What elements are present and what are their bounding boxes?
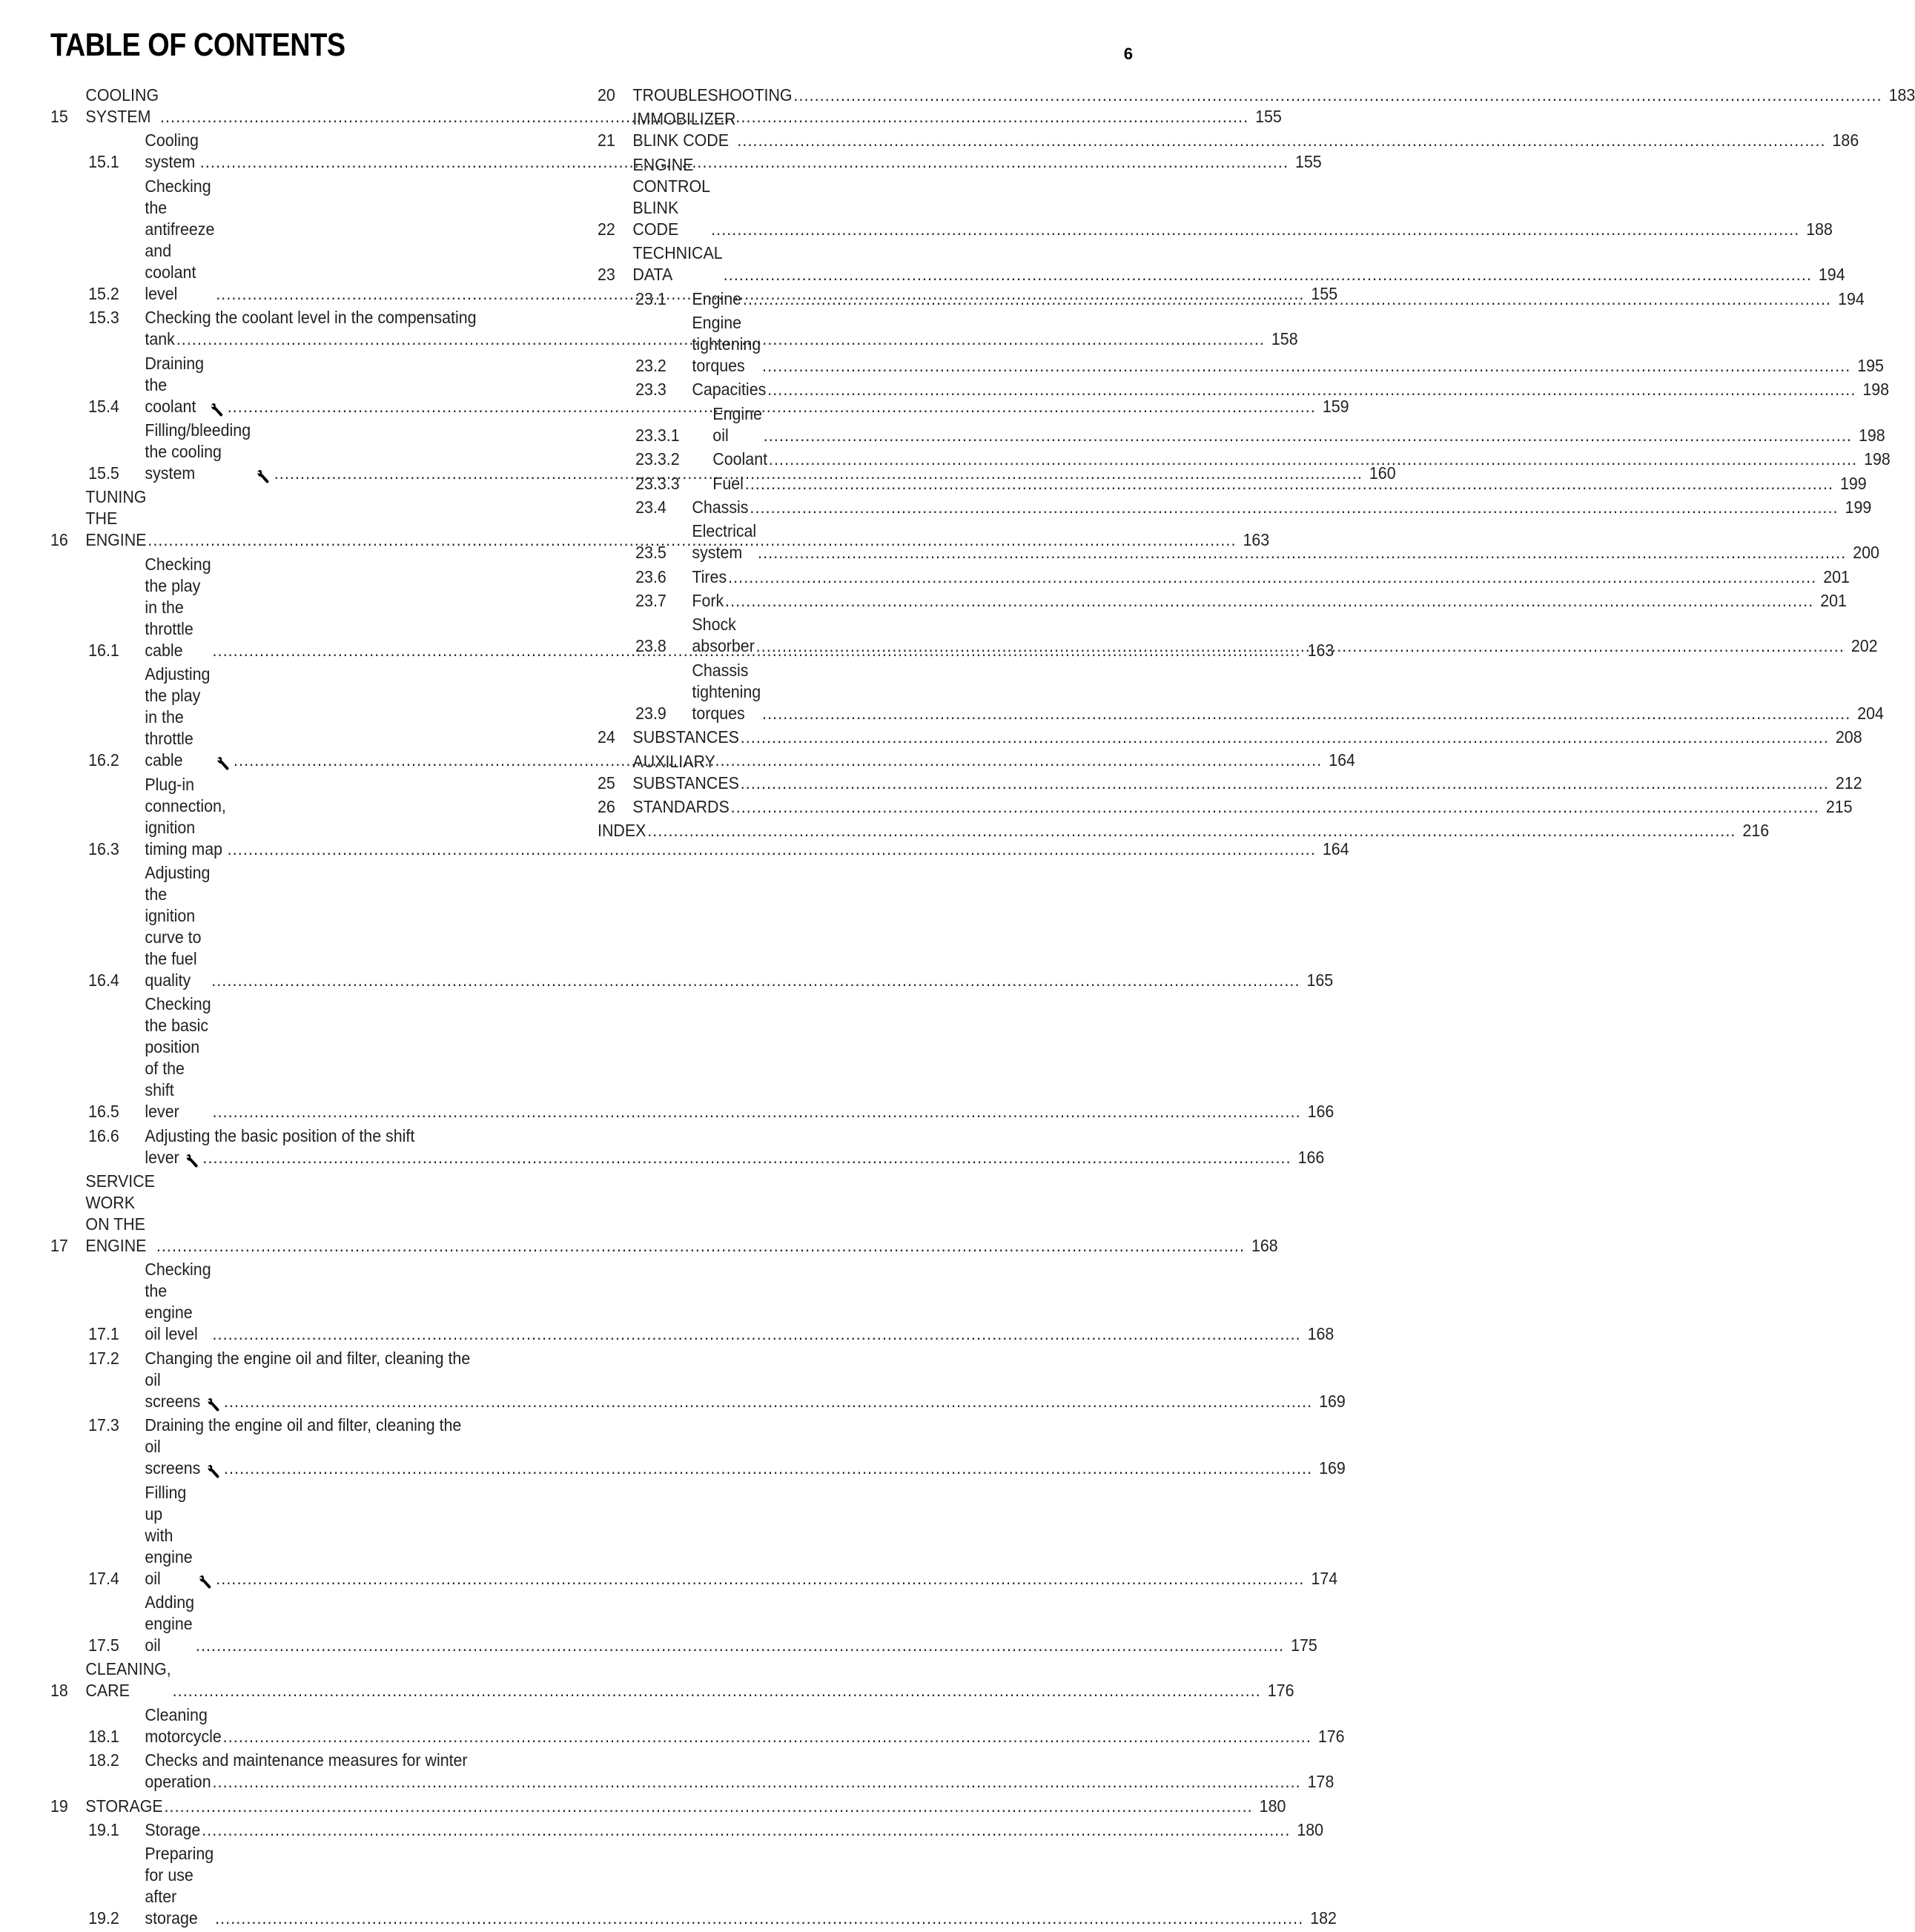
page-title: TABLE OF CONTENTS <box>50 27 345 63</box>
toc-entry-number: 16.5 <box>88 1102 119 1122</box>
toc-entry-title: STANDARDS <box>632 797 730 817</box>
toc-entry-number: 23.5 <box>635 543 667 563</box>
toc-entry-number: 19.2 <box>88 1908 119 1928</box>
toc-entry-title: Checking the coolant level in the compensating <box>145 308 477 328</box>
page-number: 6 <box>1123 44 1133 63</box>
toc-entry[interactable] <box>50 1592 1317 1656</box>
toc-entry-number: 23.3 <box>635 380 667 400</box>
toc-entry[interactable] <box>598 85 1915 106</box>
toc-entry[interactable] <box>50 1819 1324 1841</box>
toc-entry-page: 155 <box>1311 283 1338 303</box>
toc-entry-number: 24 <box>598 727 615 747</box>
toc-entry-page: 163 <box>1243 530 1270 550</box>
toc-entry-title: STORAGE <box>85 1796 163 1816</box>
dot-leader <box>767 379 1856 400</box>
toc-entry[interactable] <box>50 1482 1338 1589</box>
dot-leader <box>211 970 1300 991</box>
toc-entry-number: 21 <box>598 130 615 150</box>
dot-leader <box>202 1819 1290 1841</box>
toc-entry-page: 202 <box>1850 636 1878 656</box>
toc-entry-page: 180 <box>1259 1796 1286 1816</box>
toc-entry-title: Checking the engine oil level <box>145 1260 211 1344</box>
toc-entry-number: 23.7 <box>635 591 667 611</box>
toc-entry-title: SERVICE WORK ON THE ENGINE <box>85 1171 155 1256</box>
toc-entry-number: 18.2 <box>88 1750 119 1770</box>
toc-entry-number: 22 <box>598 219 615 239</box>
toc-entry-title: Cleaning motorcycle <box>145 1704 222 1746</box>
toc-entry-number: 18 <box>50 1681 68 1701</box>
toc-entry-page: 215 <box>1825 797 1853 817</box>
dot-leader <box>724 264 1812 285</box>
toc-entry-title: Fuel <box>712 473 744 493</box>
toc-entry-page: 198 <box>1858 425 1885 445</box>
toc-entry-number: 25 <box>598 773 615 793</box>
toc-entry-number: 15 <box>50 107 68 126</box>
toc-entry-page: 180 <box>1297 1819 1324 1839</box>
toc-entry-number: 23.8 <box>635 636 667 656</box>
toc-entry-title: IMMOBILIZER BLINK CODE <box>632 109 736 150</box>
toc-entry-page: 163 <box>1307 640 1334 660</box>
dot-leader <box>173 1680 1261 1701</box>
toc-entry-page: 166 <box>1307 1102 1334 1122</box>
toc-entry[interactable] <box>598 727 1862 748</box>
toc-entry-number: 23.3.3 <box>635 473 680 493</box>
dot-leader <box>216 1568 1304 1589</box>
toc-entry-title-continued: oil screens <box>145 1437 201 1478</box>
dot-leader <box>164 1796 1252 1817</box>
toc-entry-page: 169 <box>1319 1391 1346 1411</box>
toc-entry-title: ENGINE CONTROL BLINK CODE <box>632 154 710 239</box>
toc-entry[interactable] <box>50 1125 1325 1168</box>
dot-leader <box>762 703 1850 724</box>
toc-entry-page: 186 <box>1832 130 1859 150</box>
toc-entry-page: 168 <box>1251 1236 1278 1256</box>
toc-entry-title-continued: lever <box>145 1147 179 1167</box>
dot-leader <box>212 1771 1300 1793</box>
dot-leader <box>212 1101 1300 1122</box>
dot-leader <box>741 727 1829 748</box>
toc-entry-number: 23.4 <box>635 497 667 517</box>
toc-entry-page: 155 <box>1294 152 1322 172</box>
toc-entry-page: 194 <box>1838 288 1865 308</box>
dot-leader <box>728 566 1816 588</box>
dot-leader <box>223 1726 1312 1747</box>
toc-entry-number: 23.2 <box>635 355 667 375</box>
toc-entry-number: 16.4 <box>88 970 119 990</box>
toc-entry-page: 199 <box>1839 473 1867 493</box>
toc-entry[interactable] <box>50 1259 1334 1345</box>
toc-entry-page: 159 <box>1322 396 1349 416</box>
toc-entry-page: 168 <box>1307 1324 1334 1344</box>
toc-entry-number: 15.1 <box>88 152 119 172</box>
toc-entry-page: 199 <box>1845 497 1872 517</box>
toc-entry-page: 176 <box>1317 1726 1345 1746</box>
wrench-icon <box>210 401 225 417</box>
toc-entry-title: Engine <box>692 288 742 308</box>
toc-entry-title: Adjusting the ignition curve to the fuel quality <box>145 862 211 990</box>
toc-entry[interactable] <box>598 242 1845 285</box>
toc-entry-title: Adjusting the basic position of the shift <box>145 1125 415 1145</box>
dot-leader <box>202 1147 1291 1168</box>
toc-entry-page: 183 <box>1888 85 1915 105</box>
toc-entry-page: 194 <box>1818 265 1845 285</box>
wrench-icon <box>216 755 231 771</box>
toc-entry-title: Checking the basic position of the shift lever <box>145 994 211 1122</box>
toc-entry-number: 26 <box>598 797 615 817</box>
toc-entry[interactable] <box>50 1171 1278 1257</box>
toc-entry-page: 188 <box>1806 219 1833 239</box>
toc-entry-number: 15.2 <box>88 283 119 303</box>
toc-entry-number: 17.1 <box>88 1324 119 1344</box>
toc-entry-title: Draining the coolant <box>145 353 205 416</box>
dot-leader <box>725 590 1813 612</box>
toc-entry-page: 166 <box>1297 1147 1325 1167</box>
toc-entry-page: 204 <box>1857 703 1884 723</box>
toc-entry-page: 201 <box>1820 591 1847 611</box>
dot-leader <box>731 796 1819 818</box>
dot-leader <box>156 1235 1245 1257</box>
dot-leader <box>764 425 1852 446</box>
toc-entry-title: TECHNICAL DATA <box>632 243 722 285</box>
dot-leader <box>212 1323 1300 1345</box>
toc-entry[interactable] <box>598 449 1891 470</box>
toc-entry-number: 17.4 <box>88 1568 119 1588</box>
toc-entry-title: Capacities <box>692 380 767 400</box>
toc-entry-page: 195 <box>1857 355 1884 375</box>
toc-entry[interactable] <box>50 993 1334 1122</box>
toc-entry-number: 16.6 <box>88 1125 119 1145</box>
toc-entry-title: Checking the antifreeze and coolant level <box>145 176 215 303</box>
toc-entry-number: 15.3 <box>88 308 119 328</box>
toc-entry-title-continued: tank <box>145 329 175 349</box>
toc-entry-page: 176 <box>1267 1681 1294 1701</box>
toc-entry-title: Checks and maintenance measures for winter <box>145 1750 468 1770</box>
toc-entry-number: 15.4 <box>88 396 119 416</box>
toc-entry-title: INDEX <box>598 821 646 841</box>
toc-entry-title: Fork <box>692 591 724 611</box>
toc-entry-title: Electrical system <box>692 521 757 563</box>
toc-entry-page: 201 <box>1823 566 1850 586</box>
wrench-icon <box>198 1573 213 1589</box>
toc-entry-title: SUBSTANCES <box>632 727 739 747</box>
toc-entry-number: 16.2 <box>88 750 119 770</box>
toc-entry-title: Cooling system <box>145 130 199 172</box>
toc-entry-number: 20 <box>598 85 615 105</box>
dot-leader <box>793 85 1882 106</box>
dot-leader <box>741 773 1829 794</box>
toc-entry-title: Chassis tightening torques <box>692 660 761 723</box>
toc-entry-page: 182 <box>1310 1908 1337 1928</box>
toc-entry-title: Filling up with engine oil <box>145 1482 193 1588</box>
wrench-icon <box>206 1463 221 1479</box>
toc-entry-page: 216 <box>1742 821 1770 841</box>
toc-entry-title: Draining the engine oil and filter, cleaning the <box>145 1415 462 1435</box>
toc-entry-title: Changing the engine oil and filter, cleaning the <box>145 1348 471 1368</box>
toc-entry-page: 164 <box>1322 838 1349 859</box>
toc-entry[interactable] <box>50 862 1334 991</box>
toc-entry-title-continued: oil screens <box>145 1369 201 1411</box>
toc-entry[interactable] <box>50 1750 1334 1793</box>
toc-entry-title: AUXILIARY SUBSTANCES <box>632 751 739 793</box>
toc-entry-number: 19.1 <box>88 1819 119 1839</box>
toc-entry-page: 158 <box>1271 329 1298 349</box>
dot-leader <box>762 355 1850 377</box>
toc-entry-number: 23.9 <box>635 703 667 723</box>
dot-leader <box>756 635 1845 657</box>
toc-entry-title: Tires <box>692 566 727 586</box>
dot-leader <box>224 1391 1312 1412</box>
toc-entry-page: 178 <box>1307 1772 1334 1792</box>
toc-entry-title: CLEANING, CARE <box>85 1659 171 1701</box>
toc-entry-page: 175 <box>1291 1635 1317 1655</box>
toc-entry-title: TROUBLESHOOTING <box>632 85 793 105</box>
toc-entry-number: 17.3 <box>88 1415 119 1435</box>
toc-entry-title: Filling/bleeding the cooling system <box>145 420 251 483</box>
dot-leader <box>647 820 1736 841</box>
toc-entry-page: 174 <box>1311 1568 1338 1588</box>
toc-entry-number: 17.5 <box>88 1635 119 1655</box>
wrench-icon <box>206 1396 221 1412</box>
toc-entry-title: Storage <box>145 1819 201 1839</box>
toc-entry[interactable] <box>598 660 1884 724</box>
toc-entry-number: 23.1 <box>635 288 667 308</box>
toc-entry-number: 23.3.1 <box>635 425 680 445</box>
toc-entry-number: 23.3.2 <box>635 449 680 469</box>
toc-entry-number: 16 <box>50 530 68 550</box>
toc-entry-title: Plug-in connection, ignition timing map <box>145 774 226 859</box>
toc-entry[interactable] <box>598 590 1847 612</box>
dot-leader <box>745 473 1833 494</box>
toc-entry-title: Chassis <box>692 497 749 517</box>
toc-entry-title: Shock absorber <box>692 615 755 656</box>
toc-entry[interactable] <box>50 1348 1346 1412</box>
dot-leader <box>737 130 1825 151</box>
dot-leader <box>196 1635 1284 1656</box>
dot-leader <box>215 1908 1303 1929</box>
toc-entry-page: 208 <box>1835 727 1862 747</box>
dot-leader <box>769 449 1857 470</box>
toc-entry[interactable] <box>598 379 1890 400</box>
toc-entry-number: 16.1 <box>88 640 119 660</box>
toc-entry-title: COOLING SYSTEM <box>85 85 159 126</box>
toc-entry[interactable] <box>598 796 1853 818</box>
toc-entry-page: 198 <box>1864 449 1891 469</box>
toc-entry-page: 169 <box>1319 1458 1346 1478</box>
toc-entry-number: 19 <box>50 1796 68 1816</box>
toc-entry-number: 15.5 <box>88 463 119 483</box>
toc-entry-number: 23 <box>598 265 615 285</box>
toc-entry-page: 155 <box>1255 107 1282 126</box>
toc-entry-title-continued: operation <box>145 1772 211 1792</box>
toc-entry-title: Preparing for use after storage <box>145 1844 214 1928</box>
toc-entry-number: 18.1 <box>88 1726 119 1746</box>
wrench-icon <box>185 1152 199 1168</box>
toc-entry-number: 23.6 <box>635 566 667 586</box>
toc-entry-title: Adjusting the play in the throttle cable <box>145 664 211 770</box>
toc-entry-number: 16.3 <box>88 838 119 859</box>
toc-entry-page: 164 <box>1329 750 1355 770</box>
dot-leader <box>224 1458 1312 1479</box>
toc-entry[interactable] <box>50 1415 1346 1479</box>
toc-entry-title: TUNING THE ENGINE <box>85 487 147 550</box>
toc-entry-title: Coolant <box>712 449 768 469</box>
toc-entry-page: 212 <box>1835 773 1862 793</box>
toc-entry-page: 165 <box>1306 970 1334 990</box>
toc-entry[interactable] <box>50 1796 1286 1817</box>
toc-entry[interactable] <box>50 1704 1345 1747</box>
dot-leader <box>711 219 1799 240</box>
dot-leader <box>743 288 1831 310</box>
toc-entry-page: 160 <box>1369 463 1396 483</box>
toc-entry-title: Checking the play in the throttle cable <box>145 554 211 660</box>
toc-entry-page: 200 <box>1853 543 1879 563</box>
toc-entry[interactable] <box>598 566 1850 588</box>
toc-entry[interactable] <box>50 1843 1337 1929</box>
toc-entry-page: 198 <box>1862 380 1890 400</box>
dot-leader <box>750 497 1838 518</box>
dot-leader <box>758 542 1846 563</box>
toc-entry[interactable] <box>598 820 1770 841</box>
toc-entry-title: Engine tightening torques <box>692 312 761 375</box>
toc-entry-number: 17 <box>50 1236 68 1256</box>
toc-entry-number: 17.2 <box>88 1348 119 1368</box>
toc-entry[interactable] <box>50 1658 1294 1701</box>
toc-entry-title: Engine oil <box>712 403 762 445</box>
toc-entry-title: Adding engine oil <box>145 1592 195 1655</box>
wrench-icon <box>257 468 271 484</box>
toc-entry[interactable] <box>598 497 1872 518</box>
